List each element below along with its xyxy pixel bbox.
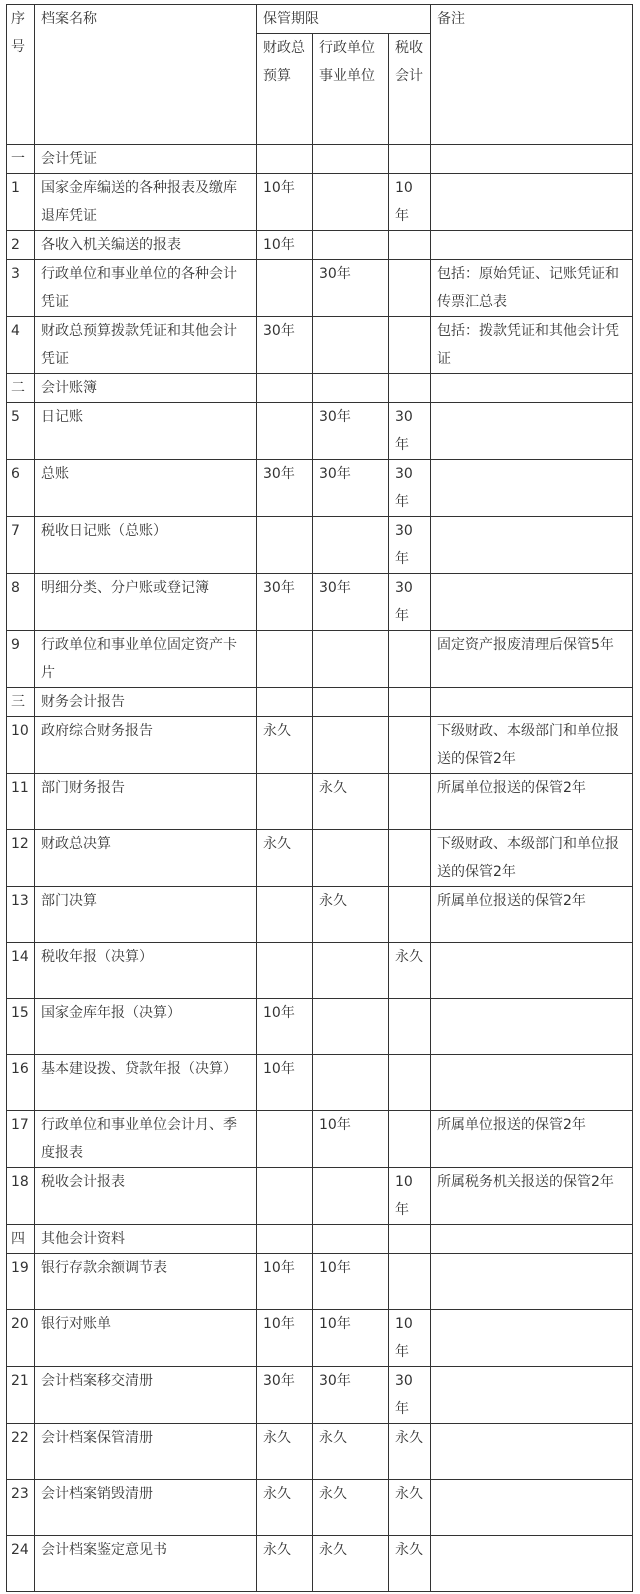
row-admin — [313, 999, 389, 1055]
row-admin: 30年 — [313, 574, 389, 631]
row-finance — [257, 631, 313, 688]
row-tax — [389, 887, 431, 943]
row-remark — [431, 943, 633, 999]
row-name: 日记账 — [35, 403, 257, 460]
row-name: 财务会计报告 — [35, 688, 257, 717]
row-no: 一 — [7, 145, 35, 174]
row-admin: 10年 — [313, 1254, 389, 1310]
row-remark — [431, 688, 633, 717]
row-no: 四 — [7, 1225, 35, 1254]
row-remark: 下级财政、本级部门和单位报送的保管2年 — [431, 830, 633, 887]
row-no: 5 — [7, 403, 35, 460]
row-finance — [257, 403, 313, 460]
header-period: 保管期限 — [257, 5, 431, 34]
row-tax: 30年 — [389, 460, 431, 517]
row-no: 15 — [7, 999, 35, 1055]
row-remark — [431, 1055, 633, 1111]
row-admin: 永久 — [313, 1424, 389, 1480]
row-name: 税收年报（决算） — [35, 943, 257, 999]
row-finance — [257, 145, 313, 174]
row-admin — [313, 174, 389, 231]
row-finance — [257, 887, 313, 943]
row-remark — [431, 403, 633, 460]
table-row — [7, 1310, 633, 1367]
row-remark: 包括：拨款凭证和其他会计凭证 — [431, 317, 633, 374]
row-no: 6 — [7, 460, 35, 517]
row-finance — [257, 517, 313, 574]
table-row — [7, 943, 633, 999]
header-admin: 行政单位事业单位 — [313, 34, 389, 145]
header-name: 档案名称 — [35, 5, 257, 145]
row-finance — [257, 1225, 313, 1254]
row-no: 9 — [7, 631, 35, 688]
row-tax — [389, 999, 431, 1055]
row-name: 行政单位和事业单位会计月、季度报表 — [35, 1111, 257, 1168]
row-tax — [389, 145, 431, 174]
row-remark — [431, 374, 633, 403]
row-no: 20 — [7, 1310, 35, 1367]
header-row-1 — [7, 5, 633, 34]
row-finance: 10年 — [257, 231, 313, 260]
header-no: 序号 — [7, 5, 35, 145]
row-tax — [389, 1111, 431, 1168]
table-row — [7, 1424, 633, 1480]
header-tax: 税收会计 — [389, 34, 431, 145]
row-finance: 永久 — [257, 717, 313, 774]
row-tax: 永久 — [389, 943, 431, 999]
row-name: 政府综合财务报告 — [35, 717, 257, 774]
row-name: 会计档案销毁清册 — [35, 1480, 257, 1536]
row-admin: 30年 — [313, 1367, 389, 1424]
row-name: 财政总预算拨款凭证和其他会计凭证 — [35, 317, 257, 374]
row-admin — [313, 1225, 389, 1254]
table-row — [7, 174, 633, 231]
row-name: 部门决算 — [35, 887, 257, 943]
row-finance: 30年 — [257, 317, 313, 374]
row-remark — [431, 1310, 633, 1367]
table-row — [7, 517, 633, 574]
row-name: 会计档案鉴定意见书 — [35, 1536, 257, 1592]
row-no: 12 — [7, 830, 35, 887]
row-finance — [257, 774, 313, 830]
table-body — [7, 145, 633, 1592]
row-remark: 所属单位报送的保管2年 — [431, 1111, 633, 1168]
row-name: 税收日记账（总账） — [35, 517, 257, 574]
row-no: 二 — [7, 374, 35, 403]
row-no: 17 — [7, 1111, 35, 1168]
row-no: 三 — [7, 688, 35, 717]
row-name: 国家金库年报（决算） — [35, 999, 257, 1055]
table-row — [7, 574, 633, 631]
row-remark — [431, 1536, 633, 1592]
table-row — [7, 1225, 633, 1254]
row-admin: 30年 — [313, 460, 389, 517]
row-finance: 30年 — [257, 574, 313, 631]
row-tax — [389, 1254, 431, 1310]
row-remark — [431, 1225, 633, 1254]
row-finance — [257, 1111, 313, 1168]
row-name: 会计档案保管清册 — [35, 1424, 257, 1480]
row-no: 13 — [7, 887, 35, 943]
row-admin — [313, 717, 389, 774]
row-tax: 30年 — [389, 517, 431, 574]
row-name: 明细分类、分户账或登记簿 — [35, 574, 257, 631]
table-row — [7, 460, 633, 517]
archive-retention-table — [6, 4, 633, 1592]
row-no: 23 — [7, 1480, 35, 1536]
row-tax: 30年 — [389, 574, 431, 631]
row-tax: 永久 — [389, 1536, 431, 1592]
row-admin — [313, 231, 389, 260]
table-row — [7, 887, 633, 943]
row-tax — [389, 830, 431, 887]
row-no: 14 — [7, 943, 35, 999]
table-row — [7, 374, 633, 403]
table-row — [7, 260, 633, 317]
row-remark — [431, 145, 633, 174]
table-row — [7, 999, 633, 1055]
row-name: 银行存款余额调节表 — [35, 1254, 257, 1310]
row-finance: 10年 — [257, 999, 313, 1055]
row-name: 会计凭证 — [35, 145, 257, 174]
row-no: 3 — [7, 260, 35, 317]
row-remark — [431, 999, 633, 1055]
table-row — [7, 1480, 633, 1536]
table-row — [7, 1111, 633, 1168]
row-remark: 固定资产报废清理后保管5年 — [431, 631, 633, 688]
row-name: 银行对账单 — [35, 1310, 257, 1367]
row-admin — [313, 688, 389, 717]
table-row — [7, 1055, 633, 1111]
row-admin — [313, 1055, 389, 1111]
row-tax — [389, 231, 431, 260]
row-admin — [313, 830, 389, 887]
row-remark: 所属单位报送的保管2年 — [431, 887, 633, 943]
table-row — [7, 774, 633, 830]
row-finance: 30年 — [257, 1367, 313, 1424]
table-row — [7, 631, 633, 688]
row-finance — [257, 374, 313, 403]
row-admin: 永久 — [313, 1536, 389, 1592]
row-tax: 10年 — [389, 1310, 431, 1367]
row-admin: 30年 — [313, 260, 389, 317]
row-tax — [389, 631, 431, 688]
row-finance — [257, 943, 313, 999]
header-finance: 财政总预算 — [257, 34, 313, 145]
row-finance: 10年 — [257, 1055, 313, 1111]
row-admin: 10年 — [313, 1310, 389, 1367]
table-row — [7, 403, 633, 460]
row-no: 4 — [7, 317, 35, 374]
row-tax — [389, 774, 431, 830]
row-remark — [431, 517, 633, 574]
row-remark — [431, 231, 633, 260]
row-finance: 永久 — [257, 1424, 313, 1480]
row-no: 2 — [7, 231, 35, 260]
table-row — [7, 145, 633, 174]
row-remark: 下级财政、本级部门和单位报送的保管2年 — [431, 717, 633, 774]
row-name: 部门财务报告 — [35, 774, 257, 830]
row-name: 财政总决算 — [35, 830, 257, 887]
row-tax — [389, 374, 431, 403]
row-name: 会计账簿 — [35, 374, 257, 403]
row-name: 行政单位和事业单位固定资产卡片 — [35, 631, 257, 688]
row-admin: 永久 — [313, 774, 389, 830]
row-admin — [313, 943, 389, 999]
row-remark: 所属单位报送的保管2年 — [431, 774, 633, 830]
row-remark — [431, 1254, 633, 1310]
row-remark: 所属税务机关报送的保管2年 — [431, 1168, 633, 1225]
row-no: 16 — [7, 1055, 35, 1111]
row-finance: 30年 — [257, 460, 313, 517]
row-remark — [431, 174, 633, 231]
row-name: 基本建设拨、贷款年报（决算） — [35, 1055, 257, 1111]
row-tax: 永久 — [389, 1424, 431, 1480]
table-row — [7, 1168, 633, 1225]
row-remark: 包括：原始凭证、记账凭证和传票汇总表 — [431, 260, 633, 317]
table-row — [7, 1367, 633, 1424]
table-row — [7, 688, 633, 717]
row-admin — [313, 145, 389, 174]
row-tax — [389, 1055, 431, 1111]
row-finance: 10年 — [257, 174, 313, 231]
row-finance: 10年 — [257, 1310, 313, 1367]
row-no: 22 — [7, 1424, 35, 1480]
row-remark — [431, 1480, 633, 1536]
row-name: 国家金库编送的各种报表及缴库退库凭证 — [35, 174, 257, 231]
row-admin — [313, 317, 389, 374]
row-remark — [431, 1367, 633, 1424]
table-row — [7, 717, 633, 774]
row-no: 1 — [7, 174, 35, 231]
header-remark: 备注 — [431, 5, 633, 145]
row-finance — [257, 260, 313, 317]
row-no: 8 — [7, 574, 35, 631]
row-remark — [431, 574, 633, 631]
row-name: 会计档案移交清册 — [35, 1367, 257, 1424]
table-row — [7, 317, 633, 374]
row-remark — [431, 460, 633, 517]
row-tax: 10年 — [389, 1168, 431, 1225]
row-tax — [389, 717, 431, 774]
row-no: 7 — [7, 517, 35, 574]
row-name: 总账 — [35, 460, 257, 517]
row-tax — [389, 688, 431, 717]
row-admin — [313, 374, 389, 403]
row-finance — [257, 688, 313, 717]
row-tax — [389, 317, 431, 374]
row-finance — [257, 1168, 313, 1225]
row-admin: 10年 — [313, 1111, 389, 1168]
row-no: 11 — [7, 774, 35, 830]
row-no: 21 — [7, 1367, 35, 1424]
row-no: 24 — [7, 1536, 35, 1592]
row-no: 18 — [7, 1168, 35, 1225]
row-no: 10 — [7, 717, 35, 774]
row-no: 19 — [7, 1254, 35, 1310]
row-admin — [313, 631, 389, 688]
row-admin: 永久 — [313, 887, 389, 943]
row-admin — [313, 517, 389, 574]
row-name: 各收入机关编送的报表 — [35, 231, 257, 260]
row-name: 税收会计报表 — [35, 1168, 257, 1225]
table-row — [7, 830, 633, 887]
row-remark — [431, 1424, 633, 1480]
row-finance: 10年 — [257, 1254, 313, 1310]
row-name: 其他会计资料 — [35, 1225, 257, 1254]
row-tax — [389, 260, 431, 317]
row-tax: 30年 — [389, 1367, 431, 1424]
table-row — [7, 1536, 633, 1592]
row-admin: 永久 — [313, 1480, 389, 1536]
table-row — [7, 231, 633, 260]
row-admin — [313, 1168, 389, 1225]
row-tax: 永久 — [389, 1480, 431, 1536]
row-finance: 永久 — [257, 1536, 313, 1592]
row-finance: 永久 — [257, 1480, 313, 1536]
row-tax: 30年 — [389, 403, 431, 460]
row-tax — [389, 1225, 431, 1254]
row-tax: 10年 — [389, 174, 431, 231]
row-name: 行政单位和事业单位的各种会计凭证 — [35, 260, 257, 317]
table-row — [7, 1254, 633, 1310]
row-finance: 永久 — [257, 830, 313, 887]
row-admin: 30年 — [313, 403, 389, 460]
